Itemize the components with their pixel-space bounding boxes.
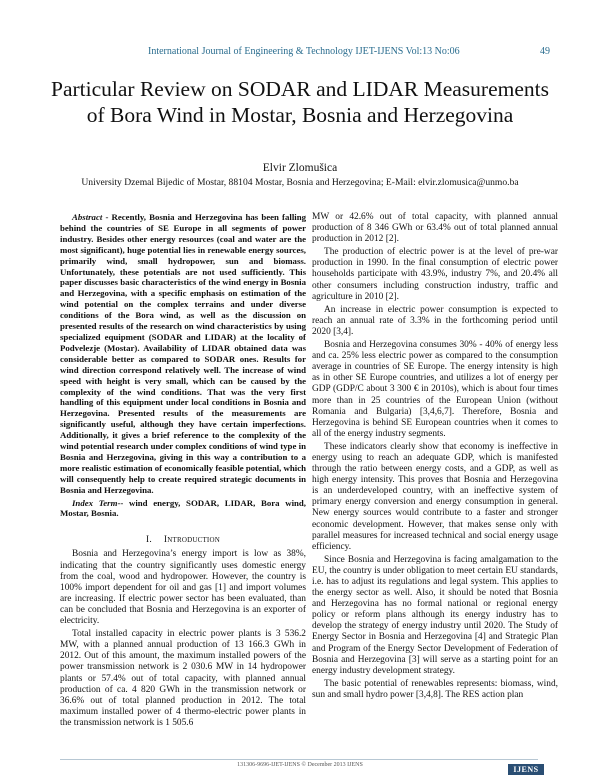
right-column — [312, 212, 558, 703]
paragraph: The production of electric power is at the level of pre-war production in 1990. In the final consumption of electric power households participate with 43.9%, industry 7%, and 20.4% all other consumers including construction industry, traffic and agriculture in 2010 [2]. — [312, 247, 558, 302]
author-name: Elvir Zlomušica — [262, 162, 338, 174]
paragraph: Bosnia and Herzegovina’s energy import is low as 38%, indicating that the country significantly uses domestic energy from the coal, wood and hydropower. However, the country is 100% import dependent for oil and gas [1] and import volumes are increasing. If electric power sector has been evaluated, than can be concluded that Bosnia and Herzegovina is an exporter of electricity. — [60, 549, 306, 627]
abstract-dash: - — [102, 212, 112, 222]
section-heading — [60, 535, 306, 546]
paragraph: Total installed capacity in electric power plants is 3 536.2 MW, with a planned annual production of 13 166.3 GWh in 2012. Out of this amount, the maximum installed powers of the power transmission network is 2 030.6 MW in 14 hydropower plants or 57.4% out of total capacity, with planned annual production of ca. 4 820 GWh in the transmission network or 36.6% out of total planned production in 2012. The total maximum installed power of 4 thermo-electric power plants in the transmission network is 1 505.6 — [60, 629, 306, 728]
abstract-label: Abstract — [72, 212, 103, 222]
section-title: Introduction — [163, 535, 220, 546]
section-number: I. — [146, 535, 152, 546]
abstract — [60, 212, 306, 496]
index-terms — [60, 498, 306, 520]
paragraph: Bosnia and Herzegovina consumes 30% - 40% of energy less and ca. 25% less electric power as compared to the consumption average in countries of SE Europe. The energy intensity is high as in other SE Europe countries, and utilizes a lot of energy per GDP (GDP/C about 3 300 € in 2010s), which is about four times more than in 25 countries of the European Union (without Romania and Bulgaria) [3,4,6,7]. Therefore, Bosnia and Herzegovina is behind SE European countries when it comes to all of the energy industry segments. — [312, 340, 558, 439]
paragraph: These indicators clearly show that economy is ineffective in energy using to reach an adequate GDP, which is manifested through the ratio between energy costs, and a GDP, as well as high energy intensity. This proves that Bosnia and Herzegovina is an underdeveloped country, with an ineffective system of primary energy conversion and energy consumption in general. New energy sources would contribute to a faster and stronger economic development. However, that makes sense only with parallel measures for increased technical and social energy usage efficiency. — [312, 441, 558, 552]
footer-rule — [60, 759, 538, 760]
index-terms-dash: -- — [117, 497, 129, 508]
index-terms-text: wind energy, SODAR, LIDAR, Bora wind, Mostar, Bosnia. — [60, 497, 306, 519]
paragraph: MW or 42.6% out of total capacity, with planned annual production of 8 346 GWh or 63.4% out of total planned annual production in 2012 [2]. — [312, 212, 558, 245]
paper-title: Particular Review on SODAR and LIDAR Measurements of Bora Wind in Mostar, Bosnia and Herzegovina — [51, 77, 549, 127]
ijens-logo: IJENS — [508, 764, 544, 775]
paragraph: Since Bosnia and Herzegovina is facing amalgamation to the EU, the country is under obligation to meet certain EU standards, i.e. has to adjust its regulations and legal system. This applies to the energy sector as well. Also, it should be noted that Bosnia and Herzegovina has no formal national or regional energy policy or reform plans although its energy industry has to develop the strategy of energy industry until 2020. The Study of Energy Sector in Bosnia and Herzegovina [4] and Strategic Plan and Program of the Energy Sector Development of Federation of Bosnia and Herzegovina [3] will serve as a starting point for an energy industry development strategy. — [312, 554, 558, 676]
page-number: 49 — [540, 46, 550, 57]
running-header — [0, 46, 600, 60]
index-terms-label: Index Term — [72, 497, 118, 508]
journal-name: International Journal of Engineering & Technology IJET-IJENS Vol:13 No:06 — [148, 46, 460, 57]
paragraph: The basic potential of renewables represents: biomass, wind, sun and small hydro power [3,4,8]. The RES action plan — [312, 678, 558, 700]
abstract-text: Recently, Bosnia and Herzegovina has been falling behind the countries of SE Europe in all segments of power industry. Besides other energy resources (coal and water are the most significant), huge potential lies in renewable energy sources, primarily wind, small hydropower, sun and biomass. Unfortunately, these potentials are not used sufficiently. This paper discusses basic characteristics of the wind energy in Bosnia and Herzegovina, with a specific emphasis on estimation of the wind potential on the complex terrains and under diverse conditions of the Bora wind, as well as the discussion on presented results of the research on wind characteristics by using specialized equipment (SODAR and LIDAR) at the locality of Podvelezje (Mostar). Availability of LIDAR obtained data was considerable better as compared to SODAR ones. Results for wind direction correspond relatively well. The increase of wind speed with height is very small, which can be caused by the complexity of the wind conditions. That was the very first handling of this equipment under local conditions in Bosnia and Herzegovina. Presented results of the measurements are significantly useful, although they have certain imperfections. Additionally, it gives a brief reference to the complexity of the wind potential research under complex conditions of wind type in Bosnia and Herzegovina, giving in this way a contribution to a more realistic estimation of economically feasible potential, which will consequently help to create required strategic documents in Bosnia and Herzegovina. — [60, 212, 307, 495]
left-column — [60, 212, 306, 731]
paragraph: An increase in electric power consumption is expected to reach an annual rate of 3.3% in the forthcoming period until 2020 [3,4]. — [312, 304, 558, 337]
footer-copyright: 131306-9696-IJET-IJENS © December 2013 IJENS — [237, 762, 363, 768]
author-affiliation: University Dzemal Bijedic of Mostar, 88104 Mostar, Bosnia and Herzegovina; E-Mail: elvir.zlomusica@unmo.ba — [81, 177, 519, 188]
